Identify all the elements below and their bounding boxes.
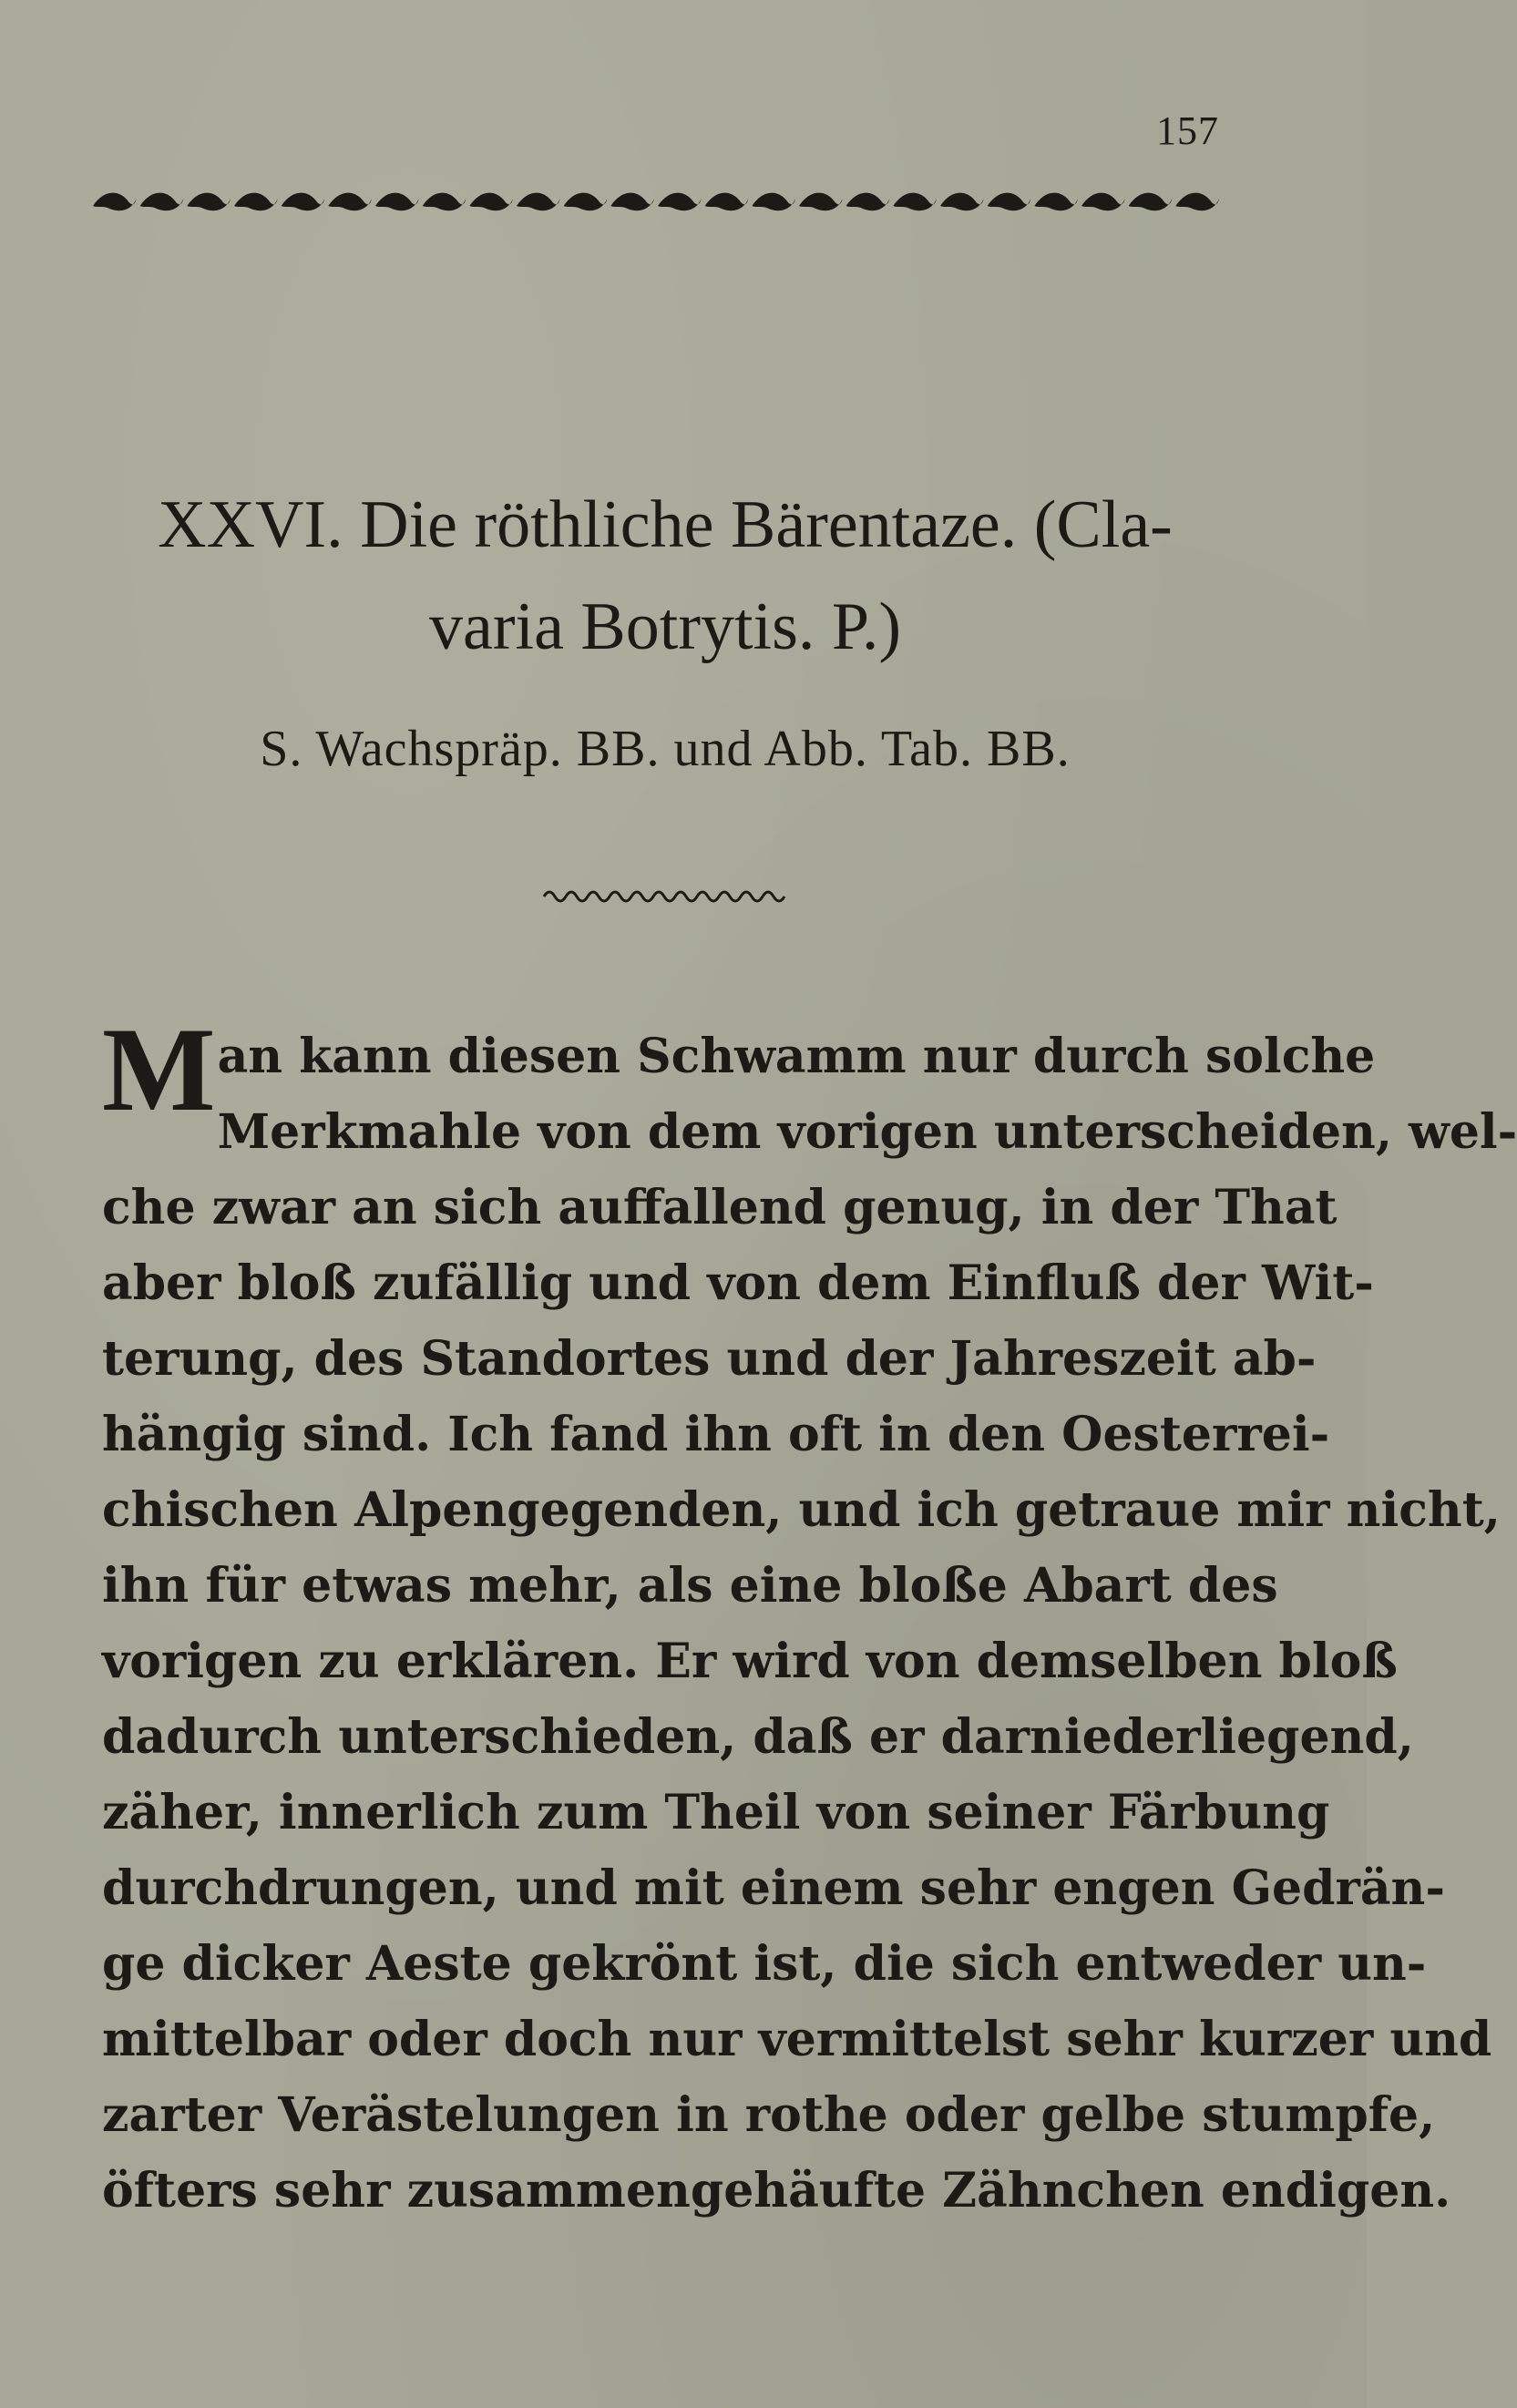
- text-line: Merkmahle von dem vorigen unterscheiden, wel-: [217, 1104, 1517, 1160]
- text-line: hängig sind. Ich fand ihn oft in den Oesterrei-: [102, 1407, 1330, 1462]
- text-line: che zwar an sich auffallend genug, in der That: [102, 1180, 1338, 1235]
- ornament-leaf: [1129, 193, 1173, 211]
- body-paragraph: [102, 1002, 1517, 2229]
- ornament-leaf: [658, 193, 702, 211]
- top-ornament-rule: [91, 182, 1221, 222]
- ornament-leaf: [799, 193, 843, 211]
- ornament-leaf: [893, 193, 937, 211]
- ornament-leaf: [140, 193, 184, 211]
- text-line: öfters sehr zusammengehäufte Zähnchen endigen.: [102, 2163, 1451, 2218]
- ornament-leaf: [1175, 193, 1219, 211]
- text-line: ge dicker Aeste gekrönt ist, die sich entweder un-: [102, 1936, 1427, 1992]
- ornament-leaf: [517, 193, 560, 211]
- text-line: vorigen zu erklären. Er wird von demselben bloß: [102, 1634, 1398, 1689]
- ornament-leaf: [752, 193, 795, 211]
- text-line: an kann diesen Schwamm nur durch solche: [217, 1029, 1376, 1084]
- reference-line: S. Wachspräp. BB. und Abb. Tab. BB.: [260, 721, 1071, 777]
- ornament-leaf: [705, 193, 749, 211]
- divider-ornament: [542, 886, 786, 907]
- text-line: dadurch unterschieden, daß er darniederliegend,: [102, 1709, 1414, 1765]
- ornament-leaf: [328, 193, 372, 211]
- text-line: ihn für etwas mehr, als eine bloße Abart des: [102, 1558, 1278, 1614]
- heading-line-1: XXVI. Die röthliche Bärentaze. (Cla-: [158, 487, 1173, 562]
- ornament-leaf: [988, 193, 1031, 211]
- ornament-leaf: [564, 193, 608, 211]
- ornament-leaf: [1034, 193, 1078, 211]
- ornament-leaf: [469, 193, 513, 211]
- ornament-leaf: [610, 193, 654, 211]
- ornament-leaf: [423, 193, 466, 211]
- text-line: durchdrungen, und mit einem sehr engen Gedrän-: [102, 1860, 1445, 1916]
- text-line: mittelbar oder doch nur vermittelst sehr kurzer und: [102, 2012, 1492, 2067]
- ornament-leaf: [940, 193, 984, 211]
- chapter-heading: [91, 474, 1239, 678]
- ornament-leaf: [846, 193, 890, 211]
- ornament-leaf: [1081, 193, 1125, 211]
- text-line: zarter Verästelungen in rothe oder gelbe stumpfe,: [102, 2087, 1436, 2143]
- ornament-leaf: [187, 193, 231, 211]
- text-line: aber bloß zufällig und von dem Einfluß der Wit-: [102, 1255, 1374, 1311]
- text-line: terung, des Standortes und der Jahreszeit ab-: [102, 1331, 1317, 1387]
- ornament-leaf: [282, 193, 325, 211]
- ornament-leaf: [375, 193, 419, 211]
- drop-cap: M: [102, 1002, 216, 1136]
- text-line: chischen Alpengegenden, und ich getraue mir nicht,: [102, 1482, 1501, 1538]
- ornament-leaf: [234, 193, 278, 211]
- text-line: zäher, innerlich zum Theil von seiner Färbung: [102, 1785, 1330, 1840]
- page-number: 157: [1156, 108, 1219, 153]
- heading-line-2: varia Botrytis. P.): [429, 589, 901, 664]
- ornament-leaf: [93, 193, 137, 211]
